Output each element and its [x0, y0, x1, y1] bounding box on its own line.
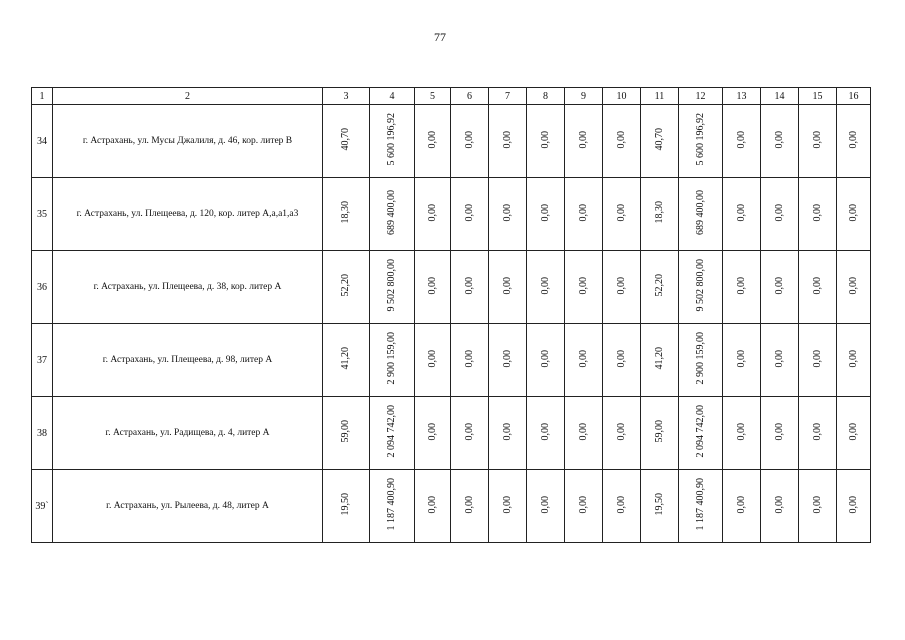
- column-header: 15: [799, 88, 837, 105]
- value-cell-c16: [837, 470, 871, 543]
- cell-value: 0,00: [539, 203, 551, 222]
- table-row: [32, 178, 871, 251]
- column-header: 7: [489, 88, 527, 105]
- address-cell: г. Астрахань, ул. Плещеева, д. 120, кор. литер А,а,а1,а3: [53, 178, 323, 251]
- address-cell: г. Астрахань, ул. Мусы Джалиля, д. 46, кор. литер В: [53, 105, 323, 178]
- table-row: [32, 251, 871, 324]
- value-cell-c10: [603, 470, 641, 543]
- cell-value: 0,00: [426, 495, 438, 514]
- value-cell-c6: [451, 324, 489, 397]
- value-cell-c9: [565, 397, 603, 470]
- cell-value: 41,20: [340, 347, 351, 370]
- value-cell-c10: [603, 105, 641, 178]
- value-cell-c5: [415, 105, 451, 178]
- value-cell-c13: [723, 105, 761, 178]
- cell-value: 59,00: [653, 420, 665, 443]
- row-number: 38: [32, 397, 53, 470]
- value-cell-c11: [641, 251, 679, 324]
- cell-value: 0,00: [773, 349, 785, 368]
- cell-value: 0,00: [615, 495, 627, 514]
- cell-value: 0,00: [773, 203, 785, 222]
- value-cell-c7: [489, 324, 527, 397]
- cell-value: 0,00: [463, 495, 475, 514]
- cell-value: 0,00: [811, 422, 823, 441]
- cell-value: 0,00: [539, 495, 551, 514]
- cell-value: 0,00: [735, 495, 747, 514]
- cell-value: 19,50: [340, 493, 351, 516]
- cell-value: 0,00: [463, 130, 475, 149]
- cell-value: 0,00: [773, 422, 785, 441]
- cell-value: 0,00: [463, 422, 475, 441]
- value-cell-c6: [451, 251, 489, 324]
- cell-value: 0,00: [811, 276, 823, 295]
- value-cell-c6: [451, 470, 489, 543]
- column-header: 4: [370, 88, 415, 105]
- value-cell-c10: [603, 324, 641, 397]
- value-cell-c3: [323, 470, 370, 543]
- value-cell-c12: [679, 251, 723, 324]
- value-cell-c3: [323, 178, 370, 251]
- value-cell-c4: [370, 251, 415, 324]
- cell-value: 0,00: [501, 349, 513, 368]
- value-cell-c8: [527, 105, 565, 178]
- column-header: 12: [679, 88, 723, 105]
- value-cell-c13: [723, 470, 761, 543]
- cell-value: 0,00: [501, 276, 513, 295]
- cell-value: 0,00: [426, 130, 438, 149]
- address-cell: г. Астрахань, ул. Радищева, д. 4, литер А: [53, 397, 323, 470]
- value-cell-c11: [641, 324, 679, 397]
- cell-value: 0,00: [811, 349, 823, 368]
- value-cell-c16: [837, 324, 871, 397]
- cell-value: 1 187 400,90: [694, 478, 706, 531]
- value-cell-c6: [451, 397, 489, 470]
- cell-value: 0,00: [811, 495, 823, 514]
- column-header: 16: [837, 88, 871, 105]
- value-cell-c8: [527, 397, 565, 470]
- value-cell-c9: [565, 251, 603, 324]
- row-number: 39`: [32, 470, 53, 543]
- table-row: [32, 105, 871, 178]
- value-cell-c5: [415, 324, 451, 397]
- table-row: [32, 324, 871, 397]
- cell-value: 1 187 400,90: [386, 478, 397, 531]
- cell-value: 0,00: [577, 349, 589, 368]
- cell-value: 0,00: [847, 495, 859, 514]
- cell-value: 0,00: [539, 422, 551, 441]
- value-cell-c13: [723, 178, 761, 251]
- column-header: 3: [323, 88, 370, 105]
- value-cell-c7: [489, 178, 527, 251]
- column-header: 14: [761, 88, 799, 105]
- value-cell-c15: [799, 251, 837, 324]
- value-cell-c4: [370, 105, 415, 178]
- page-number: 77: [434, 30, 446, 44]
- value-cell-c10: [603, 397, 641, 470]
- value-cell-c7: [489, 397, 527, 470]
- value-cell-c5: [415, 470, 451, 543]
- cell-value: 689 400,00: [386, 190, 397, 235]
- cell-value: 0,00: [426, 349, 438, 368]
- cell-value: 52,20: [340, 274, 351, 297]
- value-cell-c12: [679, 324, 723, 397]
- value-cell-c9: [565, 105, 603, 178]
- cell-value: 0,00: [539, 349, 551, 368]
- value-cell-c14: [761, 397, 799, 470]
- row-number: 37: [32, 324, 53, 397]
- value-cell-c14: [761, 324, 799, 397]
- row-number: 36: [32, 251, 53, 324]
- value-cell-c8: [527, 251, 565, 324]
- cell-value: 0,00: [615, 276, 627, 295]
- value-cell-c5: [415, 178, 451, 251]
- cell-value: 0,00: [773, 276, 785, 295]
- cell-value: 0,00: [735, 349, 747, 368]
- data-table: [31, 87, 871, 543]
- value-cell-c16: [837, 397, 871, 470]
- value-cell-c12: [679, 178, 723, 251]
- value-cell-c9: [565, 178, 603, 251]
- cell-value: 18,30: [340, 201, 351, 224]
- cell-value: 0,00: [811, 203, 823, 222]
- address-cell: г. Астрахань, ул. Рылеева, д. 48, литер А: [53, 470, 323, 543]
- table-row: [32, 397, 871, 470]
- cell-value: 0,00: [501, 203, 513, 222]
- value-cell-c7: [489, 251, 527, 324]
- column-header: 6: [451, 88, 489, 105]
- table-row: [32, 470, 871, 543]
- value-cell-c14: [761, 470, 799, 543]
- value-cell-c15: [799, 178, 837, 251]
- cell-value: 18,30: [653, 201, 665, 224]
- cell-value: 0,00: [735, 203, 747, 222]
- value-cell-c11: [641, 178, 679, 251]
- cell-value: 0,00: [426, 422, 438, 441]
- value-cell-c3: [323, 251, 370, 324]
- cell-value: 0,00: [847, 276, 859, 295]
- cell-value: 0,00: [773, 130, 785, 149]
- cell-value: 40,70: [653, 128, 665, 151]
- value-cell-c9: [565, 324, 603, 397]
- value-cell-c12: [679, 470, 723, 543]
- column-header: 2: [53, 88, 323, 105]
- cell-value: 0,00: [463, 349, 475, 368]
- value-cell-c15: [799, 105, 837, 178]
- cell-value: 0,00: [463, 203, 475, 222]
- value-cell-c9: [565, 470, 603, 543]
- cell-value: 52,20: [653, 274, 665, 297]
- cell-value: 0,00: [577, 203, 589, 222]
- column-header: 13: [723, 88, 761, 105]
- cell-value: 2 094 742,00: [694, 405, 706, 458]
- cell-value: 0,00: [539, 276, 551, 295]
- value-cell-c4: [370, 397, 415, 470]
- value-cell-c16: [837, 178, 871, 251]
- cell-value: 0,00: [426, 276, 438, 295]
- value-cell-c12: [679, 105, 723, 178]
- cell-value: 0,00: [735, 130, 747, 149]
- value-cell-c15: [799, 324, 837, 397]
- header-row: [32, 88, 871, 105]
- value-cell-c15: [799, 470, 837, 543]
- cell-value: 2 900 159,00: [694, 332, 706, 385]
- cell-value: 0,00: [501, 495, 513, 514]
- value-cell-c7: [489, 105, 527, 178]
- value-cell-c15: [799, 397, 837, 470]
- cell-value: 40,70: [340, 128, 351, 151]
- value-cell-c10: [603, 251, 641, 324]
- value-cell-c13: [723, 324, 761, 397]
- cell-value: 0,00: [539, 130, 551, 149]
- column-header: 9: [565, 88, 603, 105]
- cell-value: 0,00: [847, 203, 859, 222]
- cell-value: 0,00: [577, 422, 589, 441]
- value-cell-c13: [723, 251, 761, 324]
- address-cell: г. Астрахань, ул. Плещеева, д. 38, кор. литер А: [53, 251, 323, 324]
- cell-value: 5 600 196,92: [694, 113, 706, 166]
- cell-value: 0,00: [615, 349, 627, 368]
- row-number: 35: [32, 178, 53, 251]
- cell-value: 0,00: [501, 422, 513, 441]
- value-cell-c11: [641, 105, 679, 178]
- cell-value: 0,00: [615, 130, 627, 149]
- value-cell-c10: [603, 178, 641, 251]
- cell-value: 59,00: [340, 420, 351, 443]
- value-cell-c4: [370, 324, 415, 397]
- value-cell-c16: [837, 105, 871, 178]
- cell-value: 0,00: [501, 130, 513, 149]
- value-cell-c14: [761, 251, 799, 324]
- cell-value: 0,00: [735, 422, 747, 441]
- column-header: 8: [527, 88, 565, 105]
- value-cell-c3: [323, 105, 370, 178]
- cell-value: 0,00: [577, 130, 589, 149]
- value-cell-c14: [761, 105, 799, 178]
- cell-value: 0,00: [735, 276, 747, 295]
- column-header: 11: [641, 88, 679, 105]
- value-cell-c3: [323, 324, 370, 397]
- value-cell-c5: [415, 397, 451, 470]
- cell-value: 0,00: [811, 130, 823, 149]
- value-cell-c5: [415, 251, 451, 324]
- table-body: [32, 88, 871, 543]
- cell-value: 0,00: [773, 495, 785, 514]
- cell-value: 0,00: [615, 422, 627, 441]
- cell-value: 689 400,00: [694, 190, 706, 235]
- cell-value: 0,00: [426, 203, 438, 222]
- value-cell-c8: [527, 178, 565, 251]
- value-cell-c16: [837, 251, 871, 324]
- value-cell-c11: [641, 470, 679, 543]
- row-number: 34: [32, 105, 53, 178]
- cell-value: 9 502 800,00: [694, 259, 706, 312]
- value-cell-c8: [527, 470, 565, 543]
- value-cell-c6: [451, 105, 489, 178]
- cell-value: 0,00: [847, 130, 859, 149]
- value-cell-c7: [489, 470, 527, 543]
- cell-value: 0,00: [577, 276, 589, 295]
- column-header: 5: [415, 88, 451, 105]
- cell-value: 19,50: [653, 493, 665, 516]
- value-cell-c11: [641, 397, 679, 470]
- value-cell-c3: [323, 397, 370, 470]
- value-cell-c4: [370, 470, 415, 543]
- cell-value: 9 502 800,00: [386, 259, 397, 312]
- value-cell-c4: [370, 178, 415, 251]
- value-cell-c13: [723, 397, 761, 470]
- cell-value: 0,00: [463, 276, 475, 295]
- column-header: 10: [603, 88, 641, 105]
- cell-value: 2 900 159,00: [386, 332, 397, 385]
- cell-value: 5 600 196,92: [386, 113, 397, 166]
- value-cell-c14: [761, 178, 799, 251]
- cell-value: 0,00: [615, 203, 627, 222]
- cell-value: 0,00: [847, 422, 859, 441]
- cell-value: 2 094 742,00: [386, 405, 397, 458]
- cell-value: 41,20: [653, 347, 665, 370]
- value-cell-c12: [679, 397, 723, 470]
- value-cell-c6: [451, 178, 489, 251]
- cell-value: 0,00: [847, 349, 859, 368]
- value-cell-c8: [527, 324, 565, 397]
- address-cell: г. Астрахань, ул. Плещеева, д. 98, литер А: [53, 324, 323, 397]
- cell-value: 0,00: [577, 495, 589, 514]
- column-header: 1: [32, 88, 53, 105]
